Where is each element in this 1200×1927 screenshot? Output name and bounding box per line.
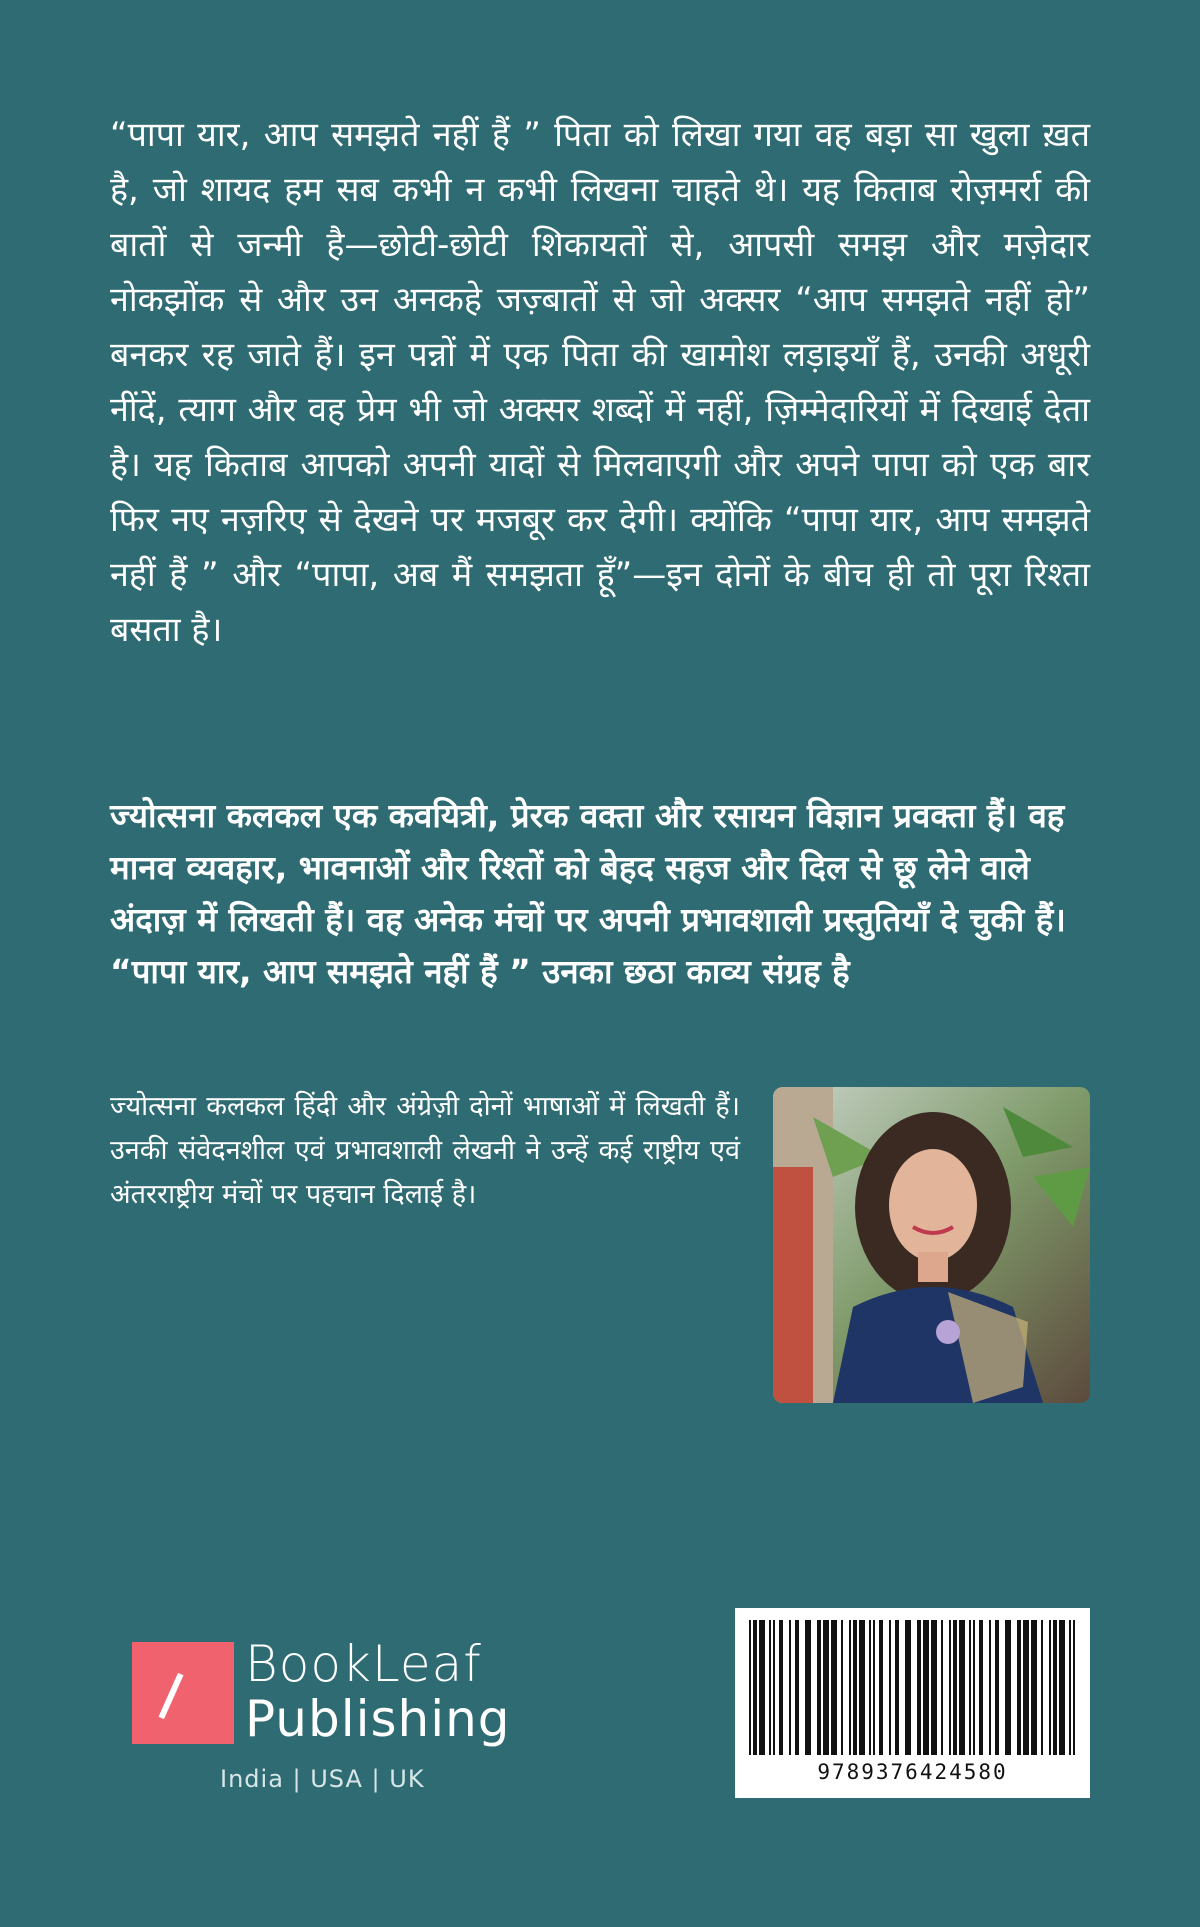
- barcode-bar: [895, 1620, 899, 1755]
- barcode-bar: [823, 1620, 829, 1755]
- publisher-logo-mark: [132, 1642, 234, 1744]
- barcode-bar: [889, 1620, 891, 1755]
- barcode-bar: [1073, 1620, 1075, 1755]
- barcode-bar: [1041, 1620, 1043, 1755]
- barcode-bar: [759, 1620, 765, 1755]
- barcode-bar: [941, 1620, 943, 1755]
- author-bio-text: ज्योत्सना कलकल हिंदी और अंग्रेज़ी दोनों भाषाओं में लिखती हैं।उनकी संवेदनशील एवं प्रभावशाली लेखनी ने उन्हें कई राष्ट्रीय एवं अंतरराष्ट्रीय मंचों पर पहचान दिलाई है।: [110, 1091, 740, 1210]
- barcode-bar: [1017, 1620, 1021, 1755]
- barcode-bar: [789, 1620, 791, 1755]
- barcode-bar: [853, 1620, 857, 1755]
- isbn-barcode: [735, 1608, 1090, 1798]
- barcode-bar: [879, 1620, 883, 1755]
- barcode-bar: [973, 1620, 975, 1755]
- barcode-bar: [859, 1620, 865, 1755]
- isbn-number: 9789376424580: [817, 1760, 1008, 1784]
- barcode-bar: [979, 1620, 983, 1755]
- publisher-logo: [130, 1630, 530, 1810]
- barcode-bar: [1069, 1620, 1071, 1755]
- barcode-bar: [769, 1620, 771, 1755]
- publisher-name-line1: BookLeaf: [245, 1635, 482, 1693]
- barcode-bar: [989, 1620, 991, 1755]
- barcode-bar: [753, 1620, 757, 1755]
- barcode-bar: [873, 1620, 875, 1755]
- barcode-bar: [1059, 1620, 1065, 1755]
- barcode-bar: [749, 1620, 751, 1755]
- barcode-bar: [917, 1620, 921, 1755]
- barcode-bar: [969, 1620, 971, 1755]
- barcode-bar: [1005, 1620, 1011, 1755]
- barcode-bar: [995, 1620, 999, 1755]
- barcode-bar: [773, 1620, 775, 1755]
- barcode-bar: [959, 1620, 965, 1755]
- barcode-bar: [841, 1620, 843, 1755]
- barcode-bar: [931, 1620, 937, 1755]
- barcode-bar: [849, 1620, 851, 1755]
- barcode-bar: [1053, 1620, 1057, 1755]
- barcode-bar: [1023, 1620, 1029, 1755]
- barcode-bar: [805, 1620, 811, 1755]
- publisher-name-line2: Publishing: [245, 1690, 511, 1748]
- barcode-bar: [869, 1620, 871, 1755]
- author-bio-heading: ज्योत्सना कलकल एक कवयित्री, प्रेरक वक्ता और रसायन विज्ञान प्रवक्ता हैं। वह मानव व्यवहार, भावनाओं और रिश्तों को बेहद सहज और दिल से छू लेने वाले अंदाज़ में लिखती हैं। वह अनेक मंचों पर अपनी प्रभावशाली प्रस्तुतियाँ दे चुकी हैं। “पापा यार, आप समझते नहीं हैं ” उनका छठा काव्य संग्रह है: [110, 796, 1066, 991]
- barcode-bar: [779, 1620, 783, 1755]
- barcode-bar: [1049, 1620, 1051, 1755]
- barcode-bar: [905, 1620, 911, 1755]
- author-photo: [773, 1087, 1090, 1403]
- barcode-bar: [831, 1620, 837, 1755]
- back-cover-blurb: “पापा यार, आप समझते नहीं हैं ” पिता को लिखा गया वह बड़ा सा खुला ख़त है, जो शायद हम सब कभी न कभी लिखना चाहते थे। यह किताब रोज़मर्रा की बातों से जन्मी है—छोटी-छोटी शिकायतों से, आपसी समझ और मज़ेदार नोकझोंक से और उन अनकहे जज़्बातों से जो अक्सर “आप समझते नहीं हो” बनकर रह जाते हैं। इन पन्नों में एक पिता की खामोश लड़ाइयाँ हैं, उनकी अधूरी नींदें, त्याग और वह प्रेम भी जो अक्सर शब्दों में नहीं, ज़िम्मेदारियों में दिखाई देता है। यह किताब आपको अपनी यादों से मिलवाएगी और अपने पापा को एक बार फिर नए नज़रिए से देखने पर मजबूर कर देगी। क्योंकि “पापा यार, आप समझते नहीं हैं ” और “पापा, अब मैं समझता हूँ”—इन दोनों के बीच ही तो पूरा रिश्ता बसता है।: [110, 115, 1090, 650]
- barcode-bar: [953, 1620, 957, 1755]
- barcode-bar: [1031, 1620, 1037, 1755]
- barcode-bar: [817, 1620, 821, 1755]
- barcode-bar: [949, 1620, 951, 1755]
- publisher-regions: India | USA | UK: [220, 1765, 425, 1793]
- barcode-bar: [923, 1620, 929, 1755]
- slash-icon: [158, 1673, 183, 1719]
- barcode-bar: [795, 1620, 799, 1755]
